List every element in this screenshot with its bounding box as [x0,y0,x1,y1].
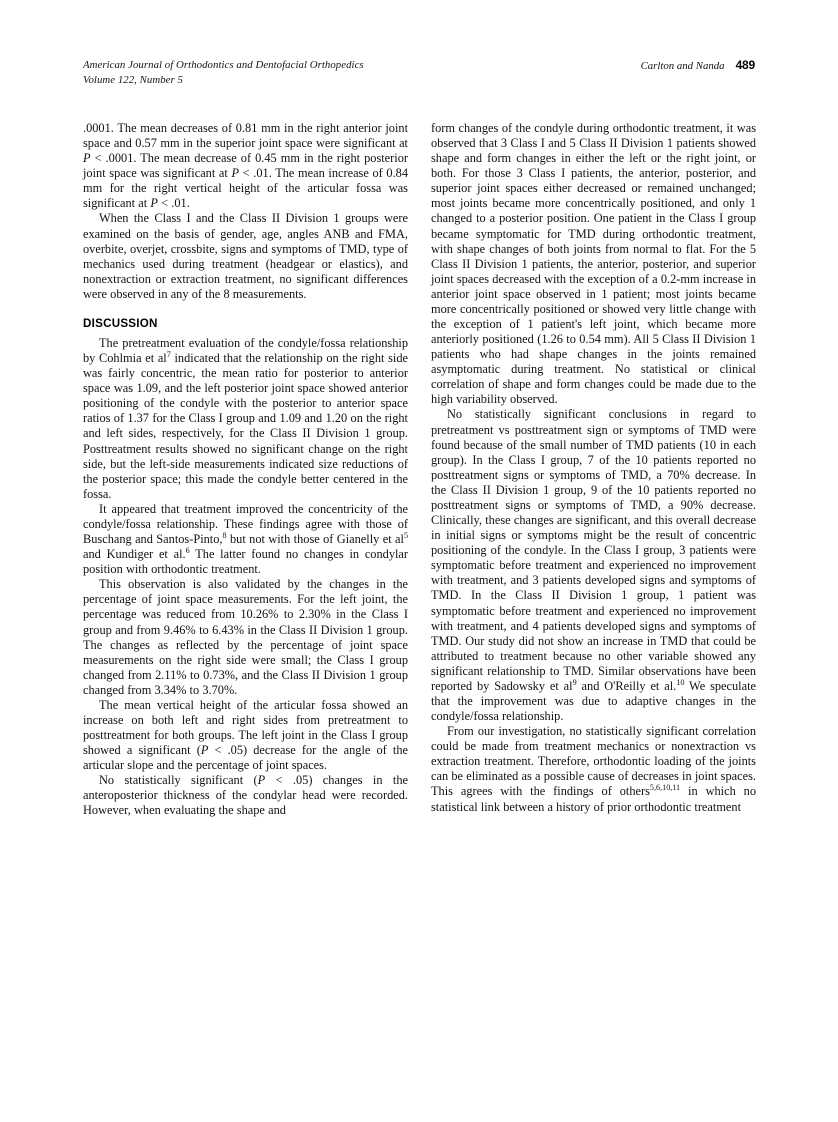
running-head-authors: Carlton and Nanda [640,60,725,72]
paragraph-left-2: When the Class I and the Class II Division 1 groups were examined on the basis of gender, age, angles ANB and FMA, overbite, overjet, crossbite, signs and symptoms of TMD, type of mechanics used during treatment (headgear or elastics), and nonextraction or extraction treatment, no significant differences were observed in any of the 8 measurements. [83,211,408,301]
paragraph-right-1: form changes of the condyle during orthodontic treatment, it was observed that 3 Class I and 5 Class II Division 1 patients showed shape and form changes in either the left or the right joint, or both. For those 3 Class I patients, the anterior, posterior, and superior joint spaces either decreased or remained unchanged; most joints became more concentrically positioned, and only 1 changed to a posterior position. One patient in the Class I group became symptomatic for TMD during orthodontic treatment, with shape changes of both joints from normal to flat. For the 5 Class II Division 1 patients, the anterior, posterior, and superior joint spaces decreased with the exception of a 0.2-mm increase in anterior joint space observed in 1 patient; most joints became more concentrically positioned or showed very little change with the exception of 1 patient's left joint, which became more anteriorly positioned (1.26 to 0.54 mm). All 5 Class II Division 1 patients who had shape changes in the joints remained asymptomatic during treatment. No statistical or clinical correlation of shape and form changes could be made due to the high variability observed. [431,121,756,407]
paragraph-left-3: The pretreatment evaluation of the condyle/fossa relationship by Cohlmia et $al^7$ indicated that the relationship on the right side was fairly concentric, the mean ratio for posterior to anterior space was 1.09, and the left posterior joint space showed anterior positioning of the condyle with the posterior to anterior space ratios of 1.37 for the Class I group and 1.09 and 1.20 on the right and left sides, respectively, for the Class II Division 1 group. Posttreatment results showed no significant change on the right side, but the left-side measurements indicated size reductions of the posterior space; this made the condyle better centered in the fossa. [83,336,409,501]
paragraph-right-2: No statistically significant conclusions in regard to pretreatment vs posttreatment sign or symptoms of TMD were found because of the small number of TMD patients (10 in each group). In the Class I group, 7 of the 10 patients reported no posttreatment signs or symptoms of TMD, a 70% decrease. In the Class II Division 1 group, 9 of the 10 patients reported no posttreatment signs or symptoms of TMD, a 90% decrease. Clinically, these changes are significant, and this overall decrease in initial signs or symptoms might be the result of concentric positioning of the condyle. In the Class I group, 3 patients were symptomatic before treatment and experienced no improvement with treatment, and 3 patients developed signs and symptoms of TMD. In the Class II Division 1 group, 1 patient was symptomatic before treatment and experienced no improvement with treatment, and 4 patients developed signs and symptoms of TMD. Our study did not show an increase in TMD that could be attributed to treatment because no other variable showed any significant relationship to TMD. Similar observations have been reported by Sadowsky et $al^9$ and O'Reilly et al.$^{10}$ We speculate that the improvement was due to adaptive changes in the condyle/fossa relationship. [431,407,757,724]
paragraph-right-3: From our investigation, no statistically significant correlation could be made from treatment mechanics or nonextraction vs extraction treatment. Therefore, orthodontic loading of the joints can be eliminated as a possible cause of decreases in joint spaces. This agrees with the findings of others$^{5,6,10,11}$ in which no statistical link between a history of prior orthodontic treatment [431,724,756,814]
running-head-right [641,58,755,74]
paragraph-left-1: .0001. The mean decreases of 0.81 mm in the right anterior joint space and 0.57 mm in the superior joint space were significant at P < .0001. The mean decrease of 0.45 mm in the right posterior joint space was significant at P < .01. The mean increase of 0.84 mm for the right vertical height of the articular fossa was significant at P < .01. [83,121,408,211]
running-head [83,58,755,92]
running-head-journal-line2: Volume 122, Number 5 [83,73,183,86]
body-columns [83,121,756,1051]
paragraph-left-7: No statistically significant (P < .05) changes in the anteroposterior thickness of the condylar head were recorded. However, when evaluating the shape and [83,773,408,818]
page-number: 489 [735,58,755,72]
spacer-before-heading [83,302,408,316]
heading-discussion: DISCUSSION [83,316,158,330]
paragraph-left-5: This observation is also validated by the changes in the percentage of joint space measurements. For the left joint, the percentage was reduced from 10.26% to 2.30% in the Class I group and from 9.46% to 6.43% in the Class II Division 1 group. The changes as reflected by the percentage of joint space measurements on the right side were small; the Class I group changed from 2.11% to 0.73%, and the Class II Division 1 group changed from 3.34% to 3.70%. [83,577,408,697]
paragraph-left-4: It appeared that treatment improved the concentricity of the condyle/fossa relationship. These findings agree with those of Buschang and Santos-Pinto,$^8$ but not with those of Gianelly et $al^5$ and Kundiger et al.$^6$ The latter found no changes in condylar position with orthodontic treatment. [83,501,409,577]
left-column [83,121,408,819]
running-head-journal [83,58,364,87]
paragraph-left-6: The mean vertical height of the articular fossa showed an increase on both left and right sides from pretreatment to posttreatment for both groups. The left joint in the Class I group showed a significant (P < .05) decrease for the angle of the articular slope and the percentage of joint spaces. [83,697,408,773]
running-head-journal-line1: American Journal of Orthodontics and Dentofacial Orthopedics [83,59,364,71]
right-column [431,121,756,815]
